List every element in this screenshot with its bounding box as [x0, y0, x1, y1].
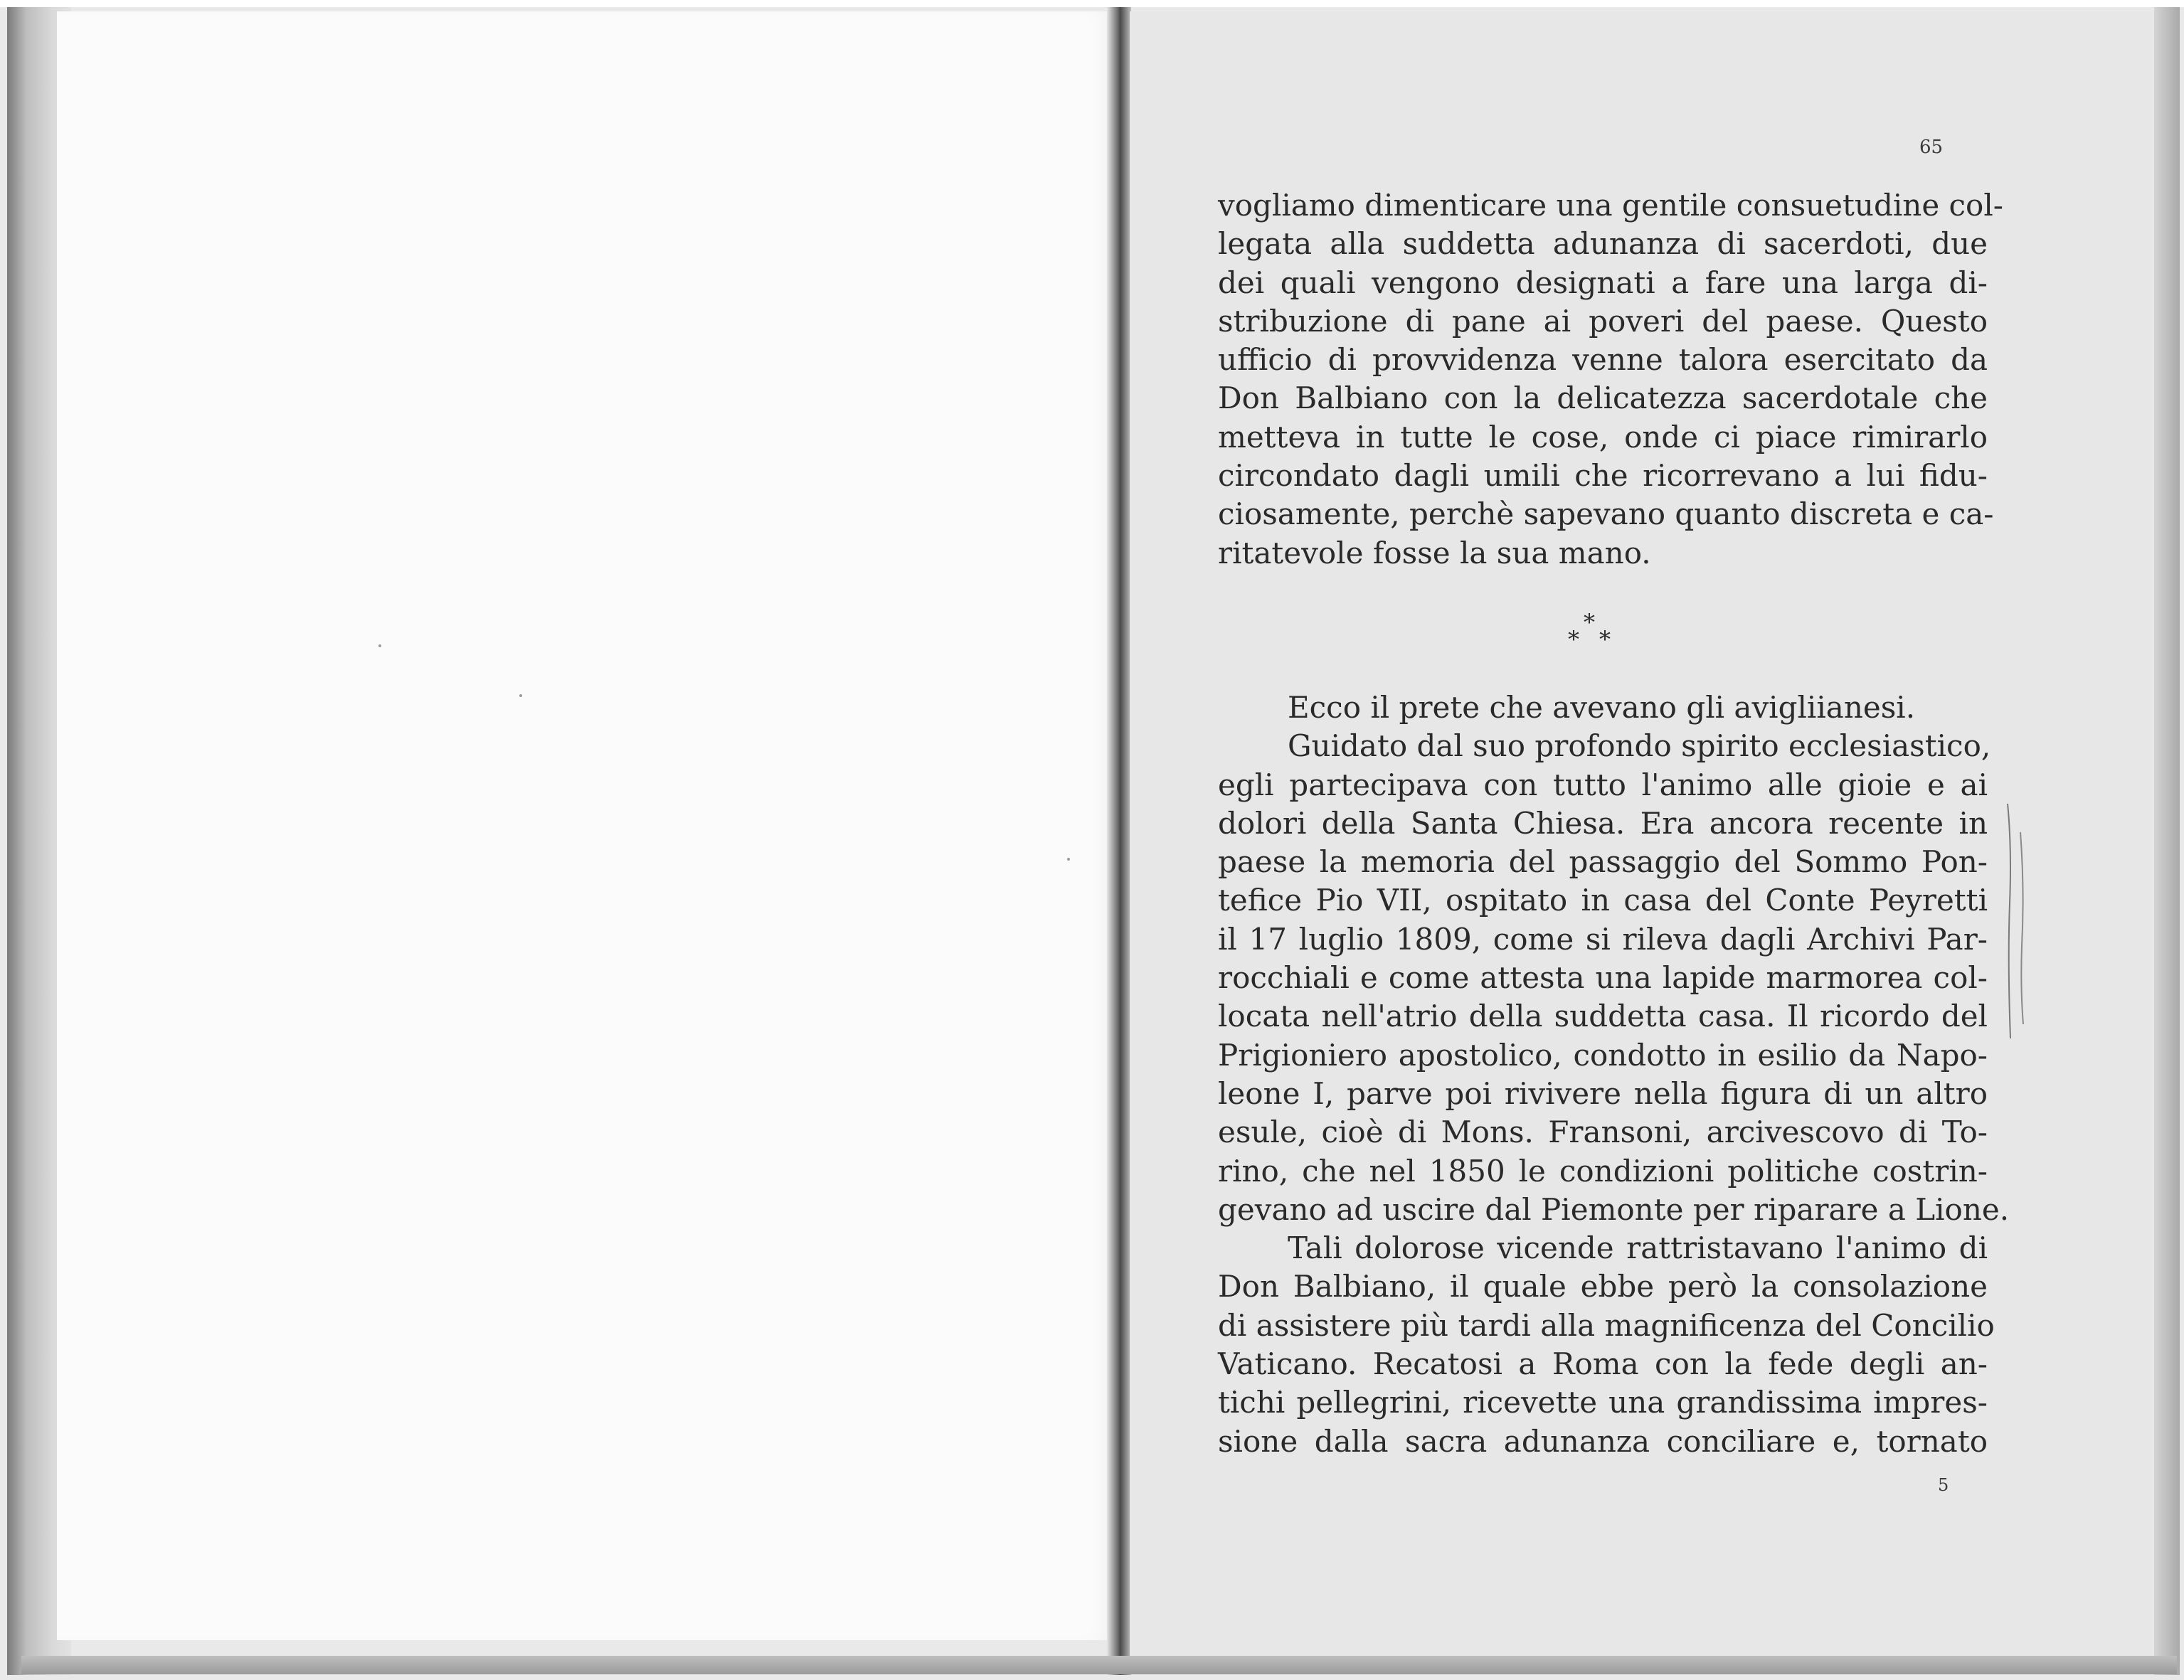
text-line: Don Balbiano, il quale ebbe però la consolazione: [1218, 1269, 1988, 1304]
text-line: rocchiali e come attesta una lapide marmorea col-: [1218, 960, 1988, 996]
text-line: ritatevole fosse la sua mano.: [1218, 535, 1651, 570]
paper-speck: [519, 694, 522, 697]
text-line: di assistere più tardi alla magnificenza del Concilio: [1218, 1307, 1995, 1343]
margin-pencil-mark: [1999, 804, 2035, 1038]
text-line: gevano ad uscire dal Piemonte per riparare a Lione.: [1218, 1191, 2010, 1227]
text-line: Tali dolorose vicende rattristavano l'animo di: [1288, 1230, 1988, 1266]
text-line: paese la memoria del passaggio del Sommo Pon-: [1218, 844, 1988, 880]
book-gutter: [1107, 7, 1131, 1675]
body-text: [1218, 186, 2010, 1461]
signature-mark: 5: [1938, 1475, 1949, 1495]
left-page-blank: [57, 11, 1117, 1640]
section-break-asterism: [1562, 609, 1619, 652]
page-number: 65: [1919, 137, 1944, 158]
text-line: tichi pellegrini, ricevette una grandissima impres-: [1218, 1385, 1988, 1420]
text-line: dolori della Santa Chiesa. Era ancora recente in: [1218, 805, 1988, 841]
asterism-star: *: [1599, 626, 1611, 653]
paper-speck: [1067, 858, 1070, 861]
text-line: Prigioniero apostolico, condotto in esilio da Napo-: [1218, 1037, 1988, 1073]
bottom-page-edges: [21, 1656, 2177, 1674]
text-line: egli partecipava con tutto l'animo alle gioie e ai: [1218, 767, 1988, 802]
paragraph: [1218, 1229, 1995, 1461]
text-line: Don Balbiano con la delicatezza sacerdotale che: [1218, 381, 1988, 416]
text-line: vogliamo dimenticare una gentile consuetudine col-: [1218, 188, 2003, 223]
right-cover-edge: [2154, 7, 2180, 1675]
text-line: rino, che nel 1850 le condizioni politiche costrin-: [1218, 1153, 1988, 1189]
text-line: il 17 luglio 1809, come si rileva dagli Archivi Par-: [1218, 921, 1988, 957]
text-line: Guidato dal suo profondo spirito ecclesiastico,: [1288, 728, 1991, 764]
paper-speck: [378, 644, 381, 647]
text-line: locata nell'atrio della suddetta casa. Il ricordo del: [1218, 999, 1988, 1034]
text-line: dei quali vengono designati a fare una larga di-: [1218, 265, 1988, 300]
text-line: circondato dagli umili che ricorrevano a lui fidu-: [1218, 458, 1988, 494]
asterism-star: *: [1568, 626, 1579, 653]
text-line: Vaticano. Recatosi a Roma con la fede degli an-: [1218, 1346, 1988, 1382]
text-line: esule, cioè di Mons. Fransoni, arcivescovo di To-: [1218, 1115, 1988, 1150]
text-line: ufficio di provvidenza venne talora esercitato da: [1218, 342, 1988, 378]
text-line: legata alla suddetta adunanza di sacerdoti, due: [1218, 226, 1988, 262]
paragraph: [1218, 186, 2003, 573]
asterism-star: *: [1584, 609, 1595, 636]
text-line: metteva in tutte le cose, onde ci piace rimirarlo: [1218, 419, 1988, 454]
text-line: sione dalla sacra adunanza conciliare e, tornato: [1218, 1423, 1988, 1459]
text-line: ciosamente, perchè sapevano quanto discreta e ca-: [1218, 496, 1994, 532]
text-line: tefice Pio VII, ospitato in casa del Conte Peyretti: [1218, 883, 1988, 918]
text-line: stribuzione di pane ai poveri del paese. Questo: [1218, 303, 1988, 339]
paragraph: [1218, 727, 2010, 1229]
text-line: Ecco il prete che avevano gli avigliianesi.: [1288, 689, 1916, 725]
text-line: leone I, parve poi rivivere nella figura di un altro: [1218, 1075, 1988, 1111]
paragraph: [1218, 689, 1988, 727]
